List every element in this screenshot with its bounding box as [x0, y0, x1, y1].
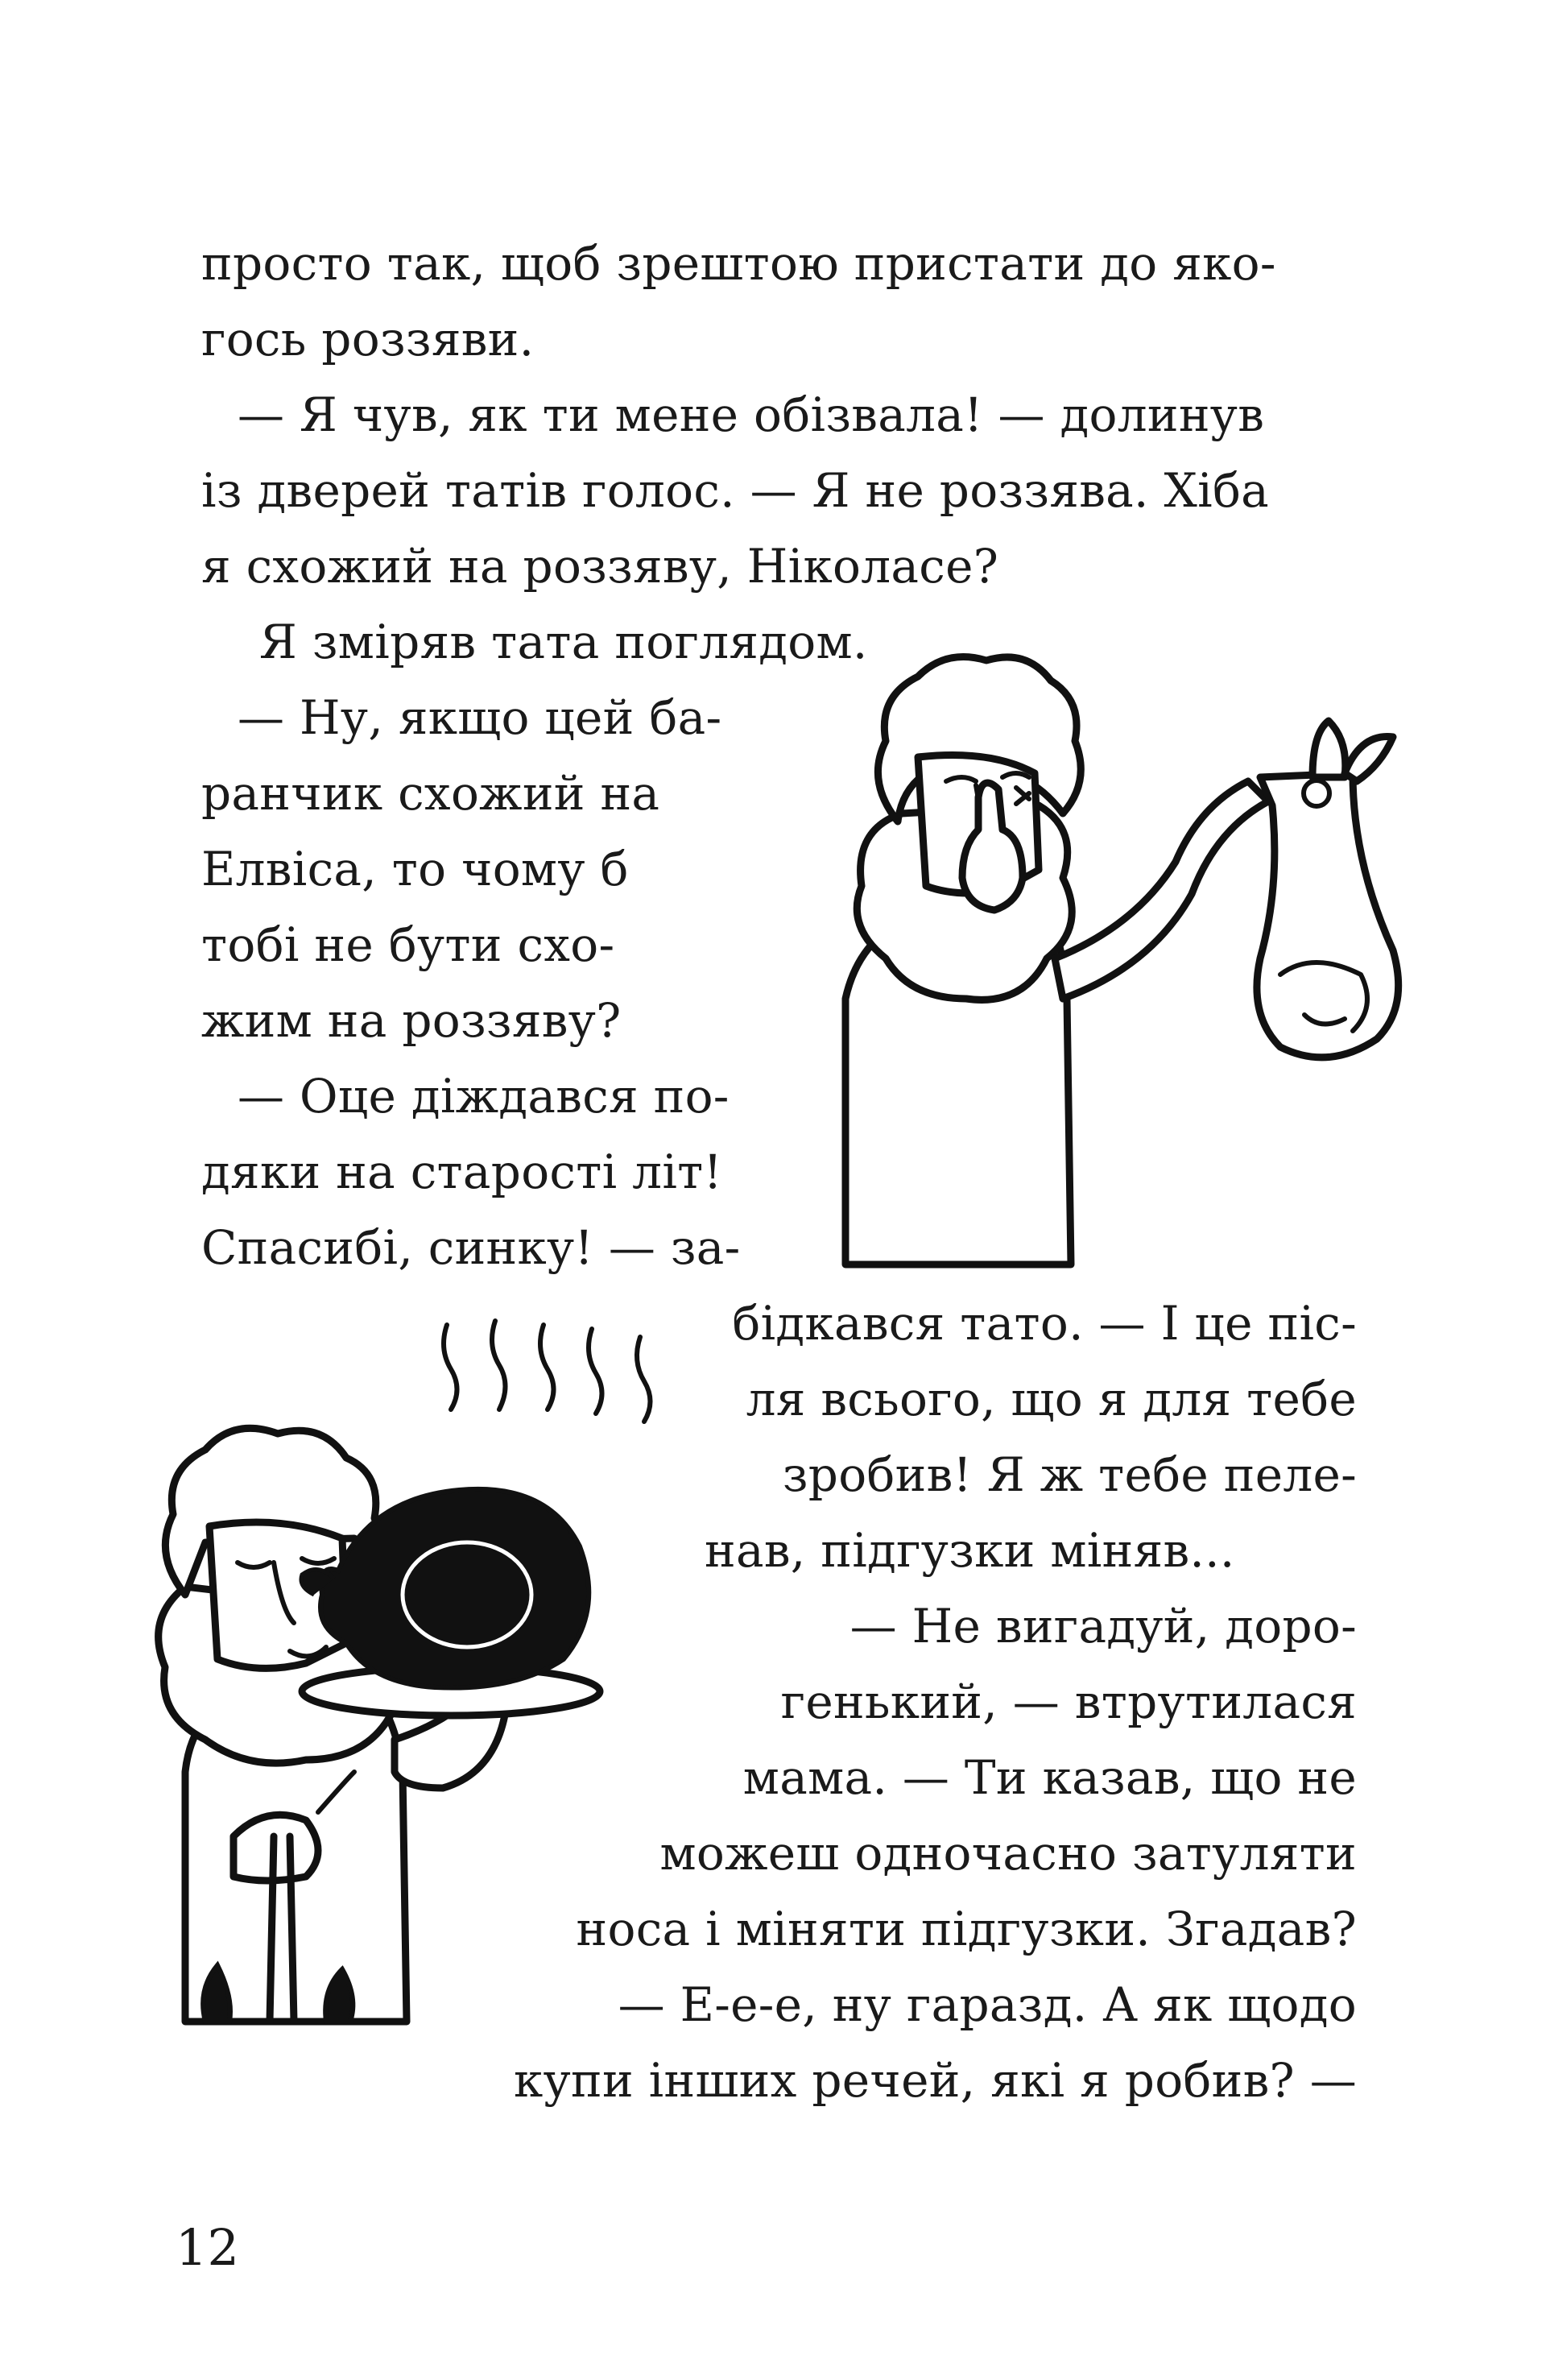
text-line: генький, — втрутилася — [780, 1674, 1357, 1729]
text-line: дяки на старості літ! — [201, 1144, 723, 1199]
text-line: Спасибі, синку! — за- — [201, 1220, 741, 1275]
text-line: — Я чув, як ти мене обізвала! — долинув — [238, 387, 1265, 442]
text-line: — Е-е-е, ну гаразд. А як щодо — [618, 1977, 1357, 2032]
text-line: Я зміряв тата поглядом. — [259, 615, 868, 669]
text-line: — Оце діждався по- — [238, 1069, 730, 1124]
text-line: — Не вигадуй, доро- — [849, 1599, 1357, 1654]
text-line: я схожий на роззяву, Ніколасе? — [201, 539, 999, 594]
text-line: тобі не бути схо- — [201, 917, 615, 972]
text-line: ранчик схожий на — [201, 766, 660, 821]
man-holding-roast-illustration — [129, 1321, 741, 2046]
text-line: можеш одночасно затуляти — [659, 1826, 1357, 1881]
text-line: зробив! Я ж тебе пеле- — [782, 1447, 1357, 1502]
text-line: бідкався тато. — І це піс- — [732, 1296, 1357, 1351]
text-line: гось роззяви. — [201, 312, 535, 366]
page-number: 12 — [176, 2218, 239, 2277]
text-line: ля всього, що я для тебе — [746, 1372, 1357, 1426]
text-line: мама. — Ти казав, що не — [742, 1750, 1357, 1805]
text-line: просто так, щоб зрештою пристати до яко- — [201, 236, 1276, 291]
text-line: із дверей татів голос. — Я не роззява. Хіба — [201, 463, 1270, 518]
text-line: купи інших речей, які я робив? — — [514, 2053, 1357, 2108]
text-line: нав, підгузки міняв... — [705, 1523, 1235, 1578]
text-line: носа і міняти підгузки. Згадав? — [576, 1902, 1357, 1956]
text-line: — Ну, якщо цей ба- — [238, 690, 722, 745]
text-line: Елвіса, то чому б — [201, 842, 629, 896]
man-holding-bag-illustration — [797, 620, 1441, 1281]
text-line: жим на роззяву? — [201, 993, 622, 1048]
